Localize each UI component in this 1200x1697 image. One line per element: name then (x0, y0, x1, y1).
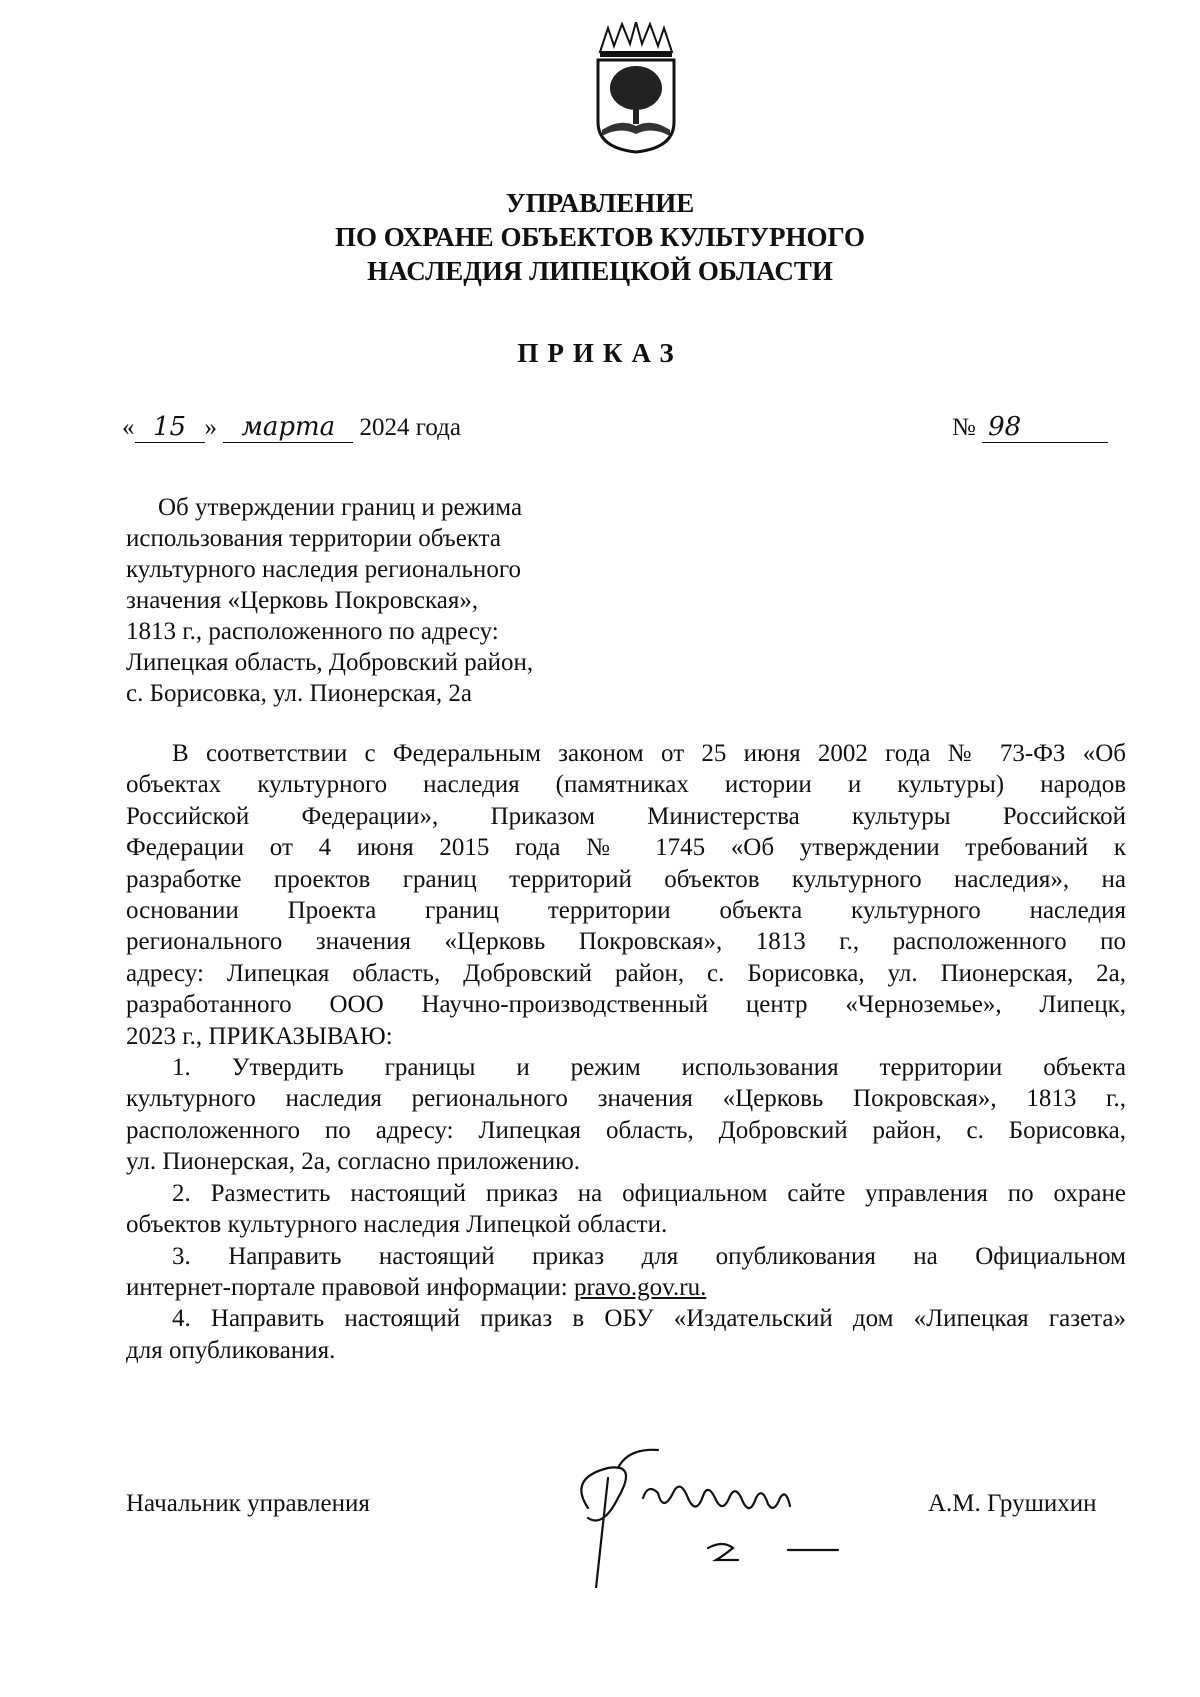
date-year: 2024 года (359, 414, 461, 441)
preamble-line: разработанного ООО Научно-производственный центр «Черноземье», Липецк, (126, 991, 1126, 1019)
subject-line: Об утверждении границ и режима (158, 494, 523, 521)
header-line-2: ПО ОХРАНЕ ОБЪЕКТОВ КУЛЬТУРНОГО (335, 222, 865, 252)
number-label: № (952, 414, 976, 441)
item-1-line: расположенного по адресу: Липецкая область, Добровский район, с. Борисовка, (126, 1116, 1126, 1144)
subject-line: культурного наследия регионального (126, 556, 521, 583)
number-value: 98 (982, 412, 1108, 443)
handwritten-signature (548, 1438, 848, 1588)
preamble-line: В соответствии с Федеральным законом от 25 июня 2002 года № 73-ФЗ «Об (172, 740, 1126, 767)
lipetsk-oblast-coat-of-arms-icon (590, 22, 682, 154)
preamble-line: адресу: Липецкая область, Добровский район, с. Борисовка, ул. Пионерская, 2а, (126, 959, 1126, 987)
item-1-line: культурного наследия регионального значения «Церковь Покровская», 1813 г., (126, 1085, 1126, 1113)
preamble-line: Российской Федерации», Приказом Министерства культуры Российской (126, 802, 1126, 830)
coat-of-arms (590, 22, 682, 154)
preamble-line: регионального значения «Церковь Покровская», 1813 г., расположенного по (126, 928, 1126, 956)
order-number (952, 412, 1108, 443)
item-2-line: объектов культурного наследия Липецкой области. (126, 1211, 668, 1239)
preamble-line: разработке проектов границ территорий объектов культурного наследия», на (126, 865, 1126, 893)
header-line-3: НАСЛЕДИЯ ЛИПЕЦКОЙ ОБЛАСТИ (367, 256, 833, 286)
date-open-quote: « (122, 414, 135, 441)
item-4-line: для опубликования. (126, 1336, 336, 1364)
item-4-line: 4. Направить настоящий приказ в ОБУ «Издательский дом «Липецкая газета» (172, 1305, 1126, 1333)
signatory-position: Начальник управления (126, 1490, 370, 1517)
order-body (126, 738, 1126, 1366)
order-date (122, 412, 461, 443)
subject-line: с. Борисовка, ул. Пионерская, 2а (126, 680, 472, 707)
subject-line: использования территории объекта (126, 525, 501, 552)
preamble-line: основании Проекта границ территории объекта культурного наследия (126, 897, 1126, 925)
subject-line: значения «Церковь Покровская», (126, 587, 479, 614)
date-day: 15 (135, 412, 205, 443)
preamble-line: объектах культурного наследия (памятниках истории и культуры) народов (126, 771, 1126, 799)
preamble-line: 2023 г., ПРИКАЗЫВАЮ: (126, 1022, 393, 1050)
signature-scribble-icon (548, 1438, 848, 1588)
item-3-text: интернет-портале правовой информации: (126, 1273, 574, 1301)
preamble-line: Федерации от 4 июня 2015 года № 1745 «Об утверждении требований к (126, 834, 1126, 862)
document-title: ПРИКАЗ (517, 338, 683, 368)
signatory-name: А.М. Грушихин (928, 1490, 1097, 1517)
order-subject (126, 492, 626, 709)
pravo-gov-link[interactable]: pravo.gov.ru. (573, 1273, 707, 1301)
item-3-line (126, 1272, 1126, 1303)
date-month: марта (223, 412, 353, 443)
header-line-1: УПРАВЛЕНИЕ (505, 188, 695, 218)
date-close-quote: » (204, 414, 217, 441)
subject-line: 1813 г., расположенного по адресу: (126, 618, 499, 645)
item-3-line: 3. Направить настоящий приказ для опубликования на Официальном (172, 1242, 1126, 1270)
subject-line: Липецкая область, Добровский район, (126, 649, 534, 676)
item-1-line: 1. Утвердить границы и режим использования территории объекта (172, 1054, 1126, 1082)
item-2-line: 2. Разместить настоящий приказ на официальном сайте управления по охране (172, 1179, 1126, 1207)
item-1-line: ул. Пионерская, 2а, согласно приложению. (126, 1148, 581, 1176)
organization-header (0, 186, 1200, 288)
